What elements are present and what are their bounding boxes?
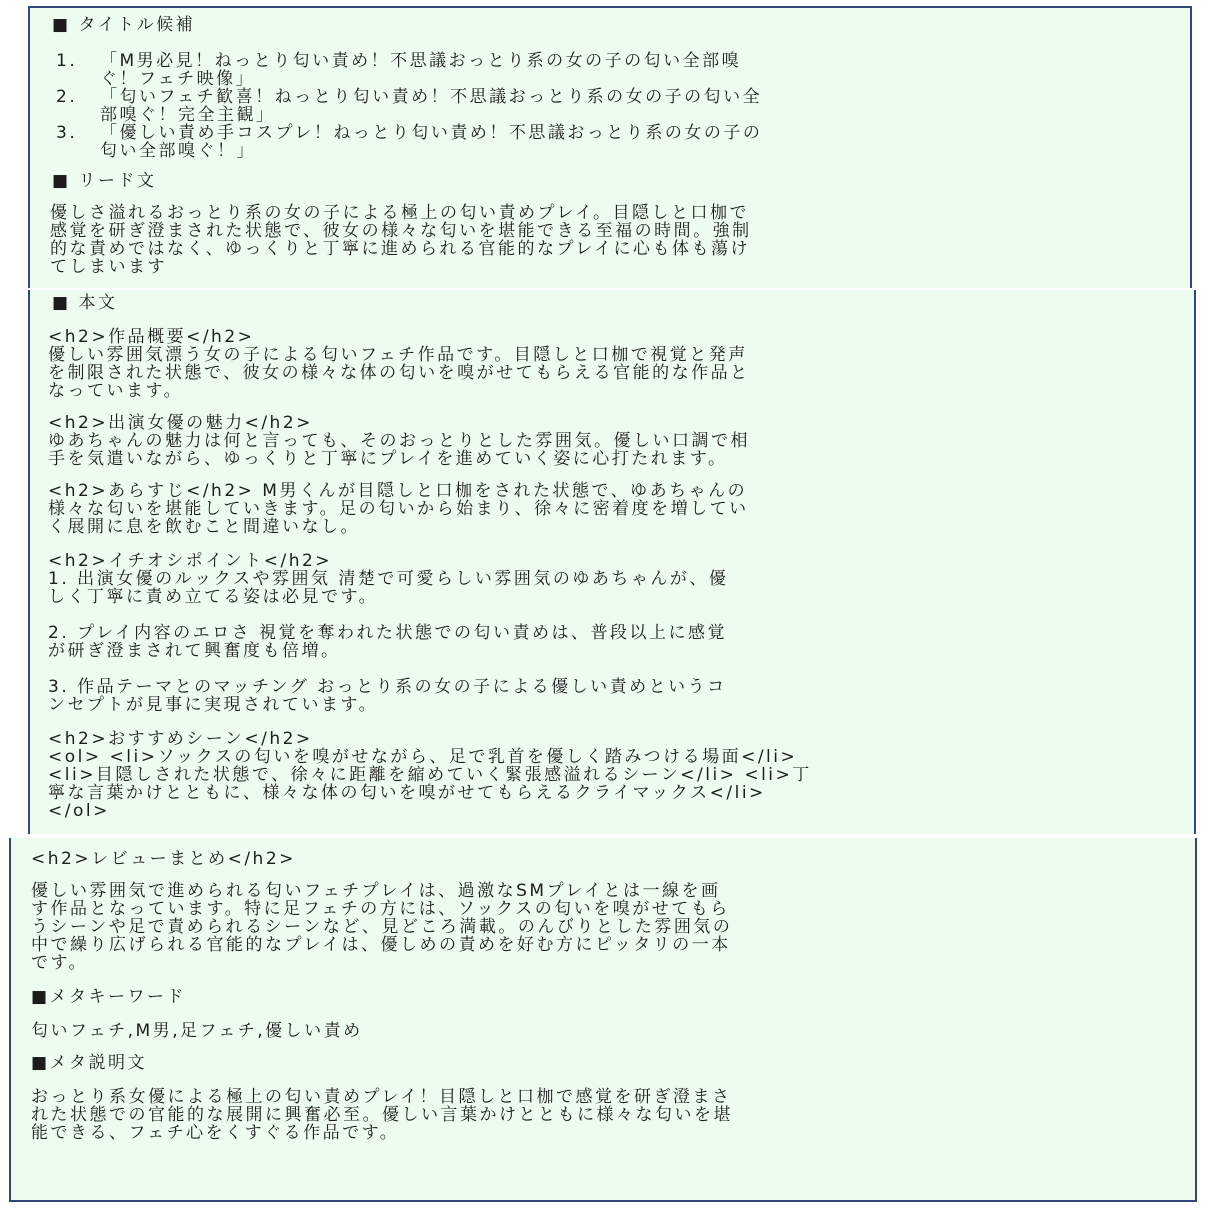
meta-keywords: 匂いフェチ,M男,足フェチ,優しい責め <box>31 1021 363 1041</box>
text-line: く展開に息を飲むこと間違いなし。 <box>48 517 360 537</box>
text-line: 優しい雰囲気漂う女の子による匂いフェチ作品です。目隠しと口枷で視覚と発声 <box>48 345 748 365</box>
list-item-line: 部嗅ぐ！完全主観」 <box>100 105 276 125</box>
list-item-line: 「匂いフェチ歓喜！ねっとり匂い責め！不思議おっとり系の女の子の匂い全 <box>100 87 763 107</box>
text-line: 的な責めではなく、ゆっくりと丁寧に進められる官能的なプレイに心も体も蕩け <box>50 239 750 259</box>
text-line: です。 <box>31 953 89 973</box>
list-item-number: 1. <box>56 51 78 71</box>
text-line: しく丁寧に責め立てる姿は必見です。 <box>48 587 379 607</box>
text-line: れた状態での官能的な展開に興奮必至。優しい言葉かけとともに様々な匂いを堪 <box>31 1105 733 1125</box>
text-line: ゆあちゃんの魅力は何と言っても、そのおっとりとした雰囲気。優しい口調で相 <box>48 431 750 451</box>
text-line: 手を気遣いながら、ゆっくりと丁寧にプレイを進めていく姿に心打たれます。 <box>48 449 728 469</box>
lead-paragraph <box>50 204 752 276</box>
text-line: 様々な匂いを堪能していきます。足の匂いから始まり、徐々に密着度を増してい <box>48 499 749 519</box>
text-line: 能できる、フェチ心をくすぐる作品です。 <box>31 1123 400 1143</box>
list-item-number: 3. <box>56 123 78 143</box>
section-review-meta <box>9 838 1197 1202</box>
list-item-line: 匂い全部嗅ぐ！」 <box>100 141 256 161</box>
h2-actress-appeal: <h2>出演女優の魅力</h2> <box>48 413 313 433</box>
title-candidate-list <box>56 52 1166 160</box>
list-item <box>56 124 1166 160</box>
text-line: 1. 出演女優のルックスや雰囲気 清楚で可愛らしい雰囲気のゆあちゃんが、優 <box>48 569 729 589</box>
text-line: す作品となっています。特に足フェチの方には、ソックスの匂いを嗅がせてもら <box>31 899 730 919</box>
list-item-line: 「優しい責め手コスプレ！ねっとり匂い責め！不思議おっとり系の女の子の <box>100 123 763 143</box>
summary-block <box>48 328 750 400</box>
text-line: うシーンや足で責められるシーンなど、見どころ満載。のんびりとした雰囲気の <box>31 917 733 937</box>
section-body <box>28 290 1196 834</box>
heading-title-candidates: ■ タイトル候補 <box>52 15 196 35</box>
synopsis-block <box>48 482 749 536</box>
list-item <box>56 88 1166 124</box>
text-line: 2. プレイ内容のエロさ 視覚を奪われた状態での匂い責めは、普段以上に感覚 <box>48 623 727 643</box>
text-line: <h2>あらすじ</h2> M男くんが目隠しと口枷をされた状態で、ゆあちゃんの <box>48 481 748 501</box>
heading-body: ■ 本文 <box>52 293 118 313</box>
review-paragraph <box>31 882 732 972</box>
h2-overview: <h2>作品概要</h2> <box>48 327 255 347</box>
heading-meta-description: ■メタ説明文 <box>31 1053 148 1073</box>
h2-review-summary: <h2>レビューまとめ</h2> <box>31 849 296 869</box>
text-line: 優しい雰囲気で進められる匂いフェチプレイは、過激なSMプレイとは一線を画 <box>31 881 721 901</box>
text-line: 寧な言葉かけとともに、様々な体の匂いを嗅がせてもらえるクライマックス</li> <box>48 783 766 803</box>
text-line: 優しさ溢れるおっとり系の女の子による極上の匂い責めプレイ。目隠しと口枷で <box>50 203 749 223</box>
text-line: おっとり系女優による極上の匂い責めプレイ！目隠しと口枷で感覚を研ぎ澄まさ <box>31 1087 732 1107</box>
text-line: が研ぎ澄まされて興奮度も倍増。 <box>48 641 341 661</box>
text-line: ンセプトが見事に実現されています。 <box>48 695 379 715</box>
meta-description <box>31 1088 733 1142</box>
recommended-scenes-block <box>48 730 812 820</box>
text-line: なっています。 <box>48 381 184 401</box>
text-line: </ol> <box>48 801 110 821</box>
h2-recommended-scenes: <h2>おすすめシーン</h2> <box>48 729 313 749</box>
h2-highlight-points: <h2>イチオシポイント</h2> <box>48 551 333 571</box>
text-line: てしまいます <box>50 257 167 277</box>
text-line: 3. 作品テーマとのマッチング おっとり系の女の子による優しい責めというコ <box>48 677 727 697</box>
text-line: を制限された状態で、彼女の様々な体の匂いを嗅がせてもらえる官能的な作品と <box>48 363 750 383</box>
list-item <box>56 52 1166 88</box>
text-line: <li>目隠しされた状態で、徐々に距離を縮めていく緊張感溢れるシーン</li> <li>丁 <box>48 765 812 785</box>
point-3-block <box>48 678 727 714</box>
text-line: 感覚を研ぎ澄まされた状態で、彼女の様々な匂いを堪能できる至福の時間。強制 <box>50 221 752 241</box>
heading-meta-keywords: ■メタキーワード <box>31 987 187 1007</box>
list-item-line: ぐ！フェチ映像」 <box>100 69 256 89</box>
actress-appeal-block <box>48 414 750 468</box>
text-line: <ol> <li>ソックスの匂いを嗅がせながら、足で乳首を優しく踏みつける場面</li> <box>48 747 798 767</box>
text-line: 中で繰り広げられる官能的なプレイは、優しめの責めを好む方にピッタリの一本 <box>31 935 731 955</box>
heading-lead: ■ リード文 <box>52 171 157 191</box>
highlight-points-block <box>48 552 728 606</box>
section-titles-lead <box>28 6 1192 288</box>
list-item-line: 「M男必見！ねっとり匂い責め！不思議おっとり系の女の子の匂い全部嗅 <box>100 51 742 71</box>
point-2-block <box>48 624 727 660</box>
list-item-number: 2. <box>56 87 78 107</box>
